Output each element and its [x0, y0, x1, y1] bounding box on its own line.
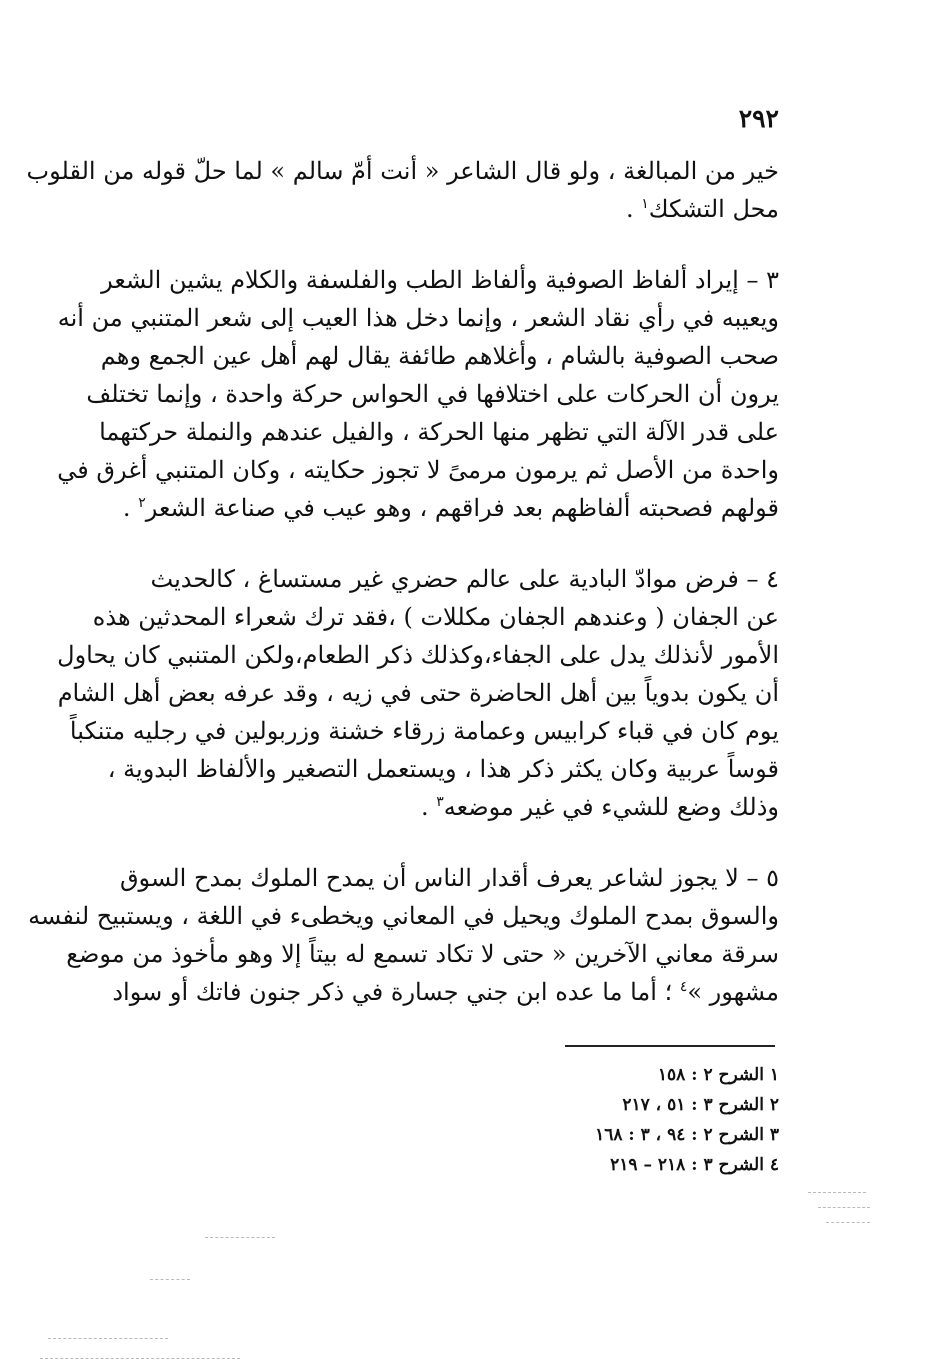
line-text: خير من المبالغة ، ولو قال الشاعر « أنت أمّ سالم » لما حلّ قوله من القلوب — [26, 157, 779, 185]
text-line — [100, 337, 779, 375]
text-line — [101, 261, 779, 299]
scan-artifact — [150, 1279, 190, 1280]
text-line — [26, 152, 779, 190]
text-line — [57, 451, 779, 489]
paragraph — [57, 560, 779, 826]
line-suffix: . — [122, 494, 139, 522]
line-text: قولهم فصحبته ألفاظهم بعد فراقهم ، وهو عيب في صناعة الشعر — [145, 494, 779, 522]
text-line — [66, 935, 779, 973]
line-text: واحدة من الأصل ثم يرمون مرمىً لا تجوز حكايته ، وكان المتنبي أغرق في — [57, 456, 779, 484]
line-text: الأمور لأنذلك يدل على الجفاء،وكذلك ذكر الطعام،ولكن المتنبي كان يحاول — [57, 641, 779, 669]
paragraph-gap — [153, 527, 779, 560]
footnote: ٤ الشرح ٣ : ٢١٨ – ٢١٩ — [610, 1155, 779, 1175]
line-text: وذلك وضع للشيء في غير موضعه — [443, 793, 779, 821]
line-text: عن الجفان ( وعندهم الجفان مكللات ) ،فقد ترك شعراء المحدثين هذه — [92, 603, 779, 631]
text-line — [119, 859, 779, 897]
scan-artifact — [818, 1207, 870, 1208]
line-text: صحب الصوفية بالشام ، وأغلاهم طائفة يقال لهم أهل عين الجمع وهم — [100, 342, 779, 370]
text-line — [107, 750, 779, 788]
text-line — [86, 375, 779, 413]
line-text: يوم كان في قباء كرابيس وعمامة زرقاء خشنة وزربولين في رجليه متنكباً — [69, 717, 779, 745]
footnote-reference: ٢ — [138, 495, 146, 511]
paragraph — [28, 859, 779, 1011]
text-line — [28, 897, 779, 935]
text-line — [69, 712, 779, 750]
paragraph-gap — [153, 228, 779, 261]
line-text: ويعيبه في رأي نقاد الشعر ، وإنما دخل هذا العيب إلى شعر المتنبي من أنه — [57, 304, 779, 332]
line-text: ٣ – إيراد ألفاظ الصوفية وألفاظ الطب والفلسفة والكلام يشين الشعر — [101, 266, 779, 294]
text-line — [99, 413, 779, 451]
footnote: ١ الشرح ٢ : ١٥٨ — [657, 1065, 779, 1085]
text-line — [150, 560, 779, 598]
footnote-reference: ١ — [641, 196, 649, 212]
footnote-separator — [565, 1045, 775, 1047]
text-line — [112, 973, 779, 1011]
paragraph-gap — [153, 826, 779, 859]
scan-artifact — [40, 1358, 240, 1359]
text-line — [57, 299, 779, 337]
line-text: محل التشكك — [648, 195, 779, 223]
scan-artifact — [48, 1338, 168, 1339]
text-line — [92, 598, 779, 636]
line-text: سرقة معاني الآخرين « حتى لا تكاد تسمع له بيتاً إلا وهو مأخوذ من موضع — [66, 940, 779, 968]
text-line — [153, 788, 779, 826]
line-text: قوساً عربية وكان يكثر ذكر هذا ، ويستعمل التصغير والألفاظ البدوية ، — [107, 755, 779, 783]
line-text: على قدر الآلة التي تظهر منها الحركة ، والفيل عندهم والنملة حركتهما — [99, 418, 779, 446]
footnotes — [479, 1060, 779, 1180]
paragraph — [26, 152, 779, 228]
line-text: مشهور » — [687, 978, 779, 1006]
footnote-reference: ٣ — [436, 794, 444, 810]
page-number: ٢٩٢ — [738, 104, 779, 133]
line-suffix: . — [625, 195, 642, 223]
text-line — [57, 636, 779, 674]
footnote: ٣ الشرح ٢ : ٩٤ ، ٣ : ١٦٨ — [595, 1125, 779, 1145]
paragraph — [57, 261, 779, 527]
line-suffix: ؛ أما ما عده ابن جني جسارة في ذكر جنون فاتك أو سواد — [112, 978, 680, 1006]
footnote-reference: ٤ — [679, 979, 688, 995]
body-text — [26, 152, 779, 1011]
line-text: ٤ – فرض موادّ البادية على عالم حضري غير مستساغ ، كالحديث — [150, 565, 779, 593]
text-line — [153, 190, 779, 228]
scan-artifact — [808, 1192, 866, 1193]
line-text: يرون أن الحركات على اختلافها في الحواس حركة واحدة ، وإنما تختلف — [86, 380, 779, 408]
line-text: والسوق بمدح الملوك ويحيل في المعاني ويخطىء في اللغة ، ويستبيح لنفسه — [28, 902, 779, 930]
scan-artifact — [826, 1222, 870, 1223]
scan-artifact — [205, 1237, 275, 1238]
line-text: ٥ – لا يجوز لشاعر يعرف أقدار الناس أن يمدح الملوك بمدح السوق — [119, 864, 779, 892]
text-line — [122, 489, 779, 527]
footnote: ٢ الشرح ٣ : ٥١ ، ٢١٧ — [622, 1095, 779, 1115]
text-line — [57, 674, 779, 712]
line-text: أن يكون بدوياً بين أهل الحاضرة حتى في زيه ، وقد عرفه بعض أهل الشام — [57, 679, 779, 707]
line-suffix: . — [420, 793, 437, 821]
